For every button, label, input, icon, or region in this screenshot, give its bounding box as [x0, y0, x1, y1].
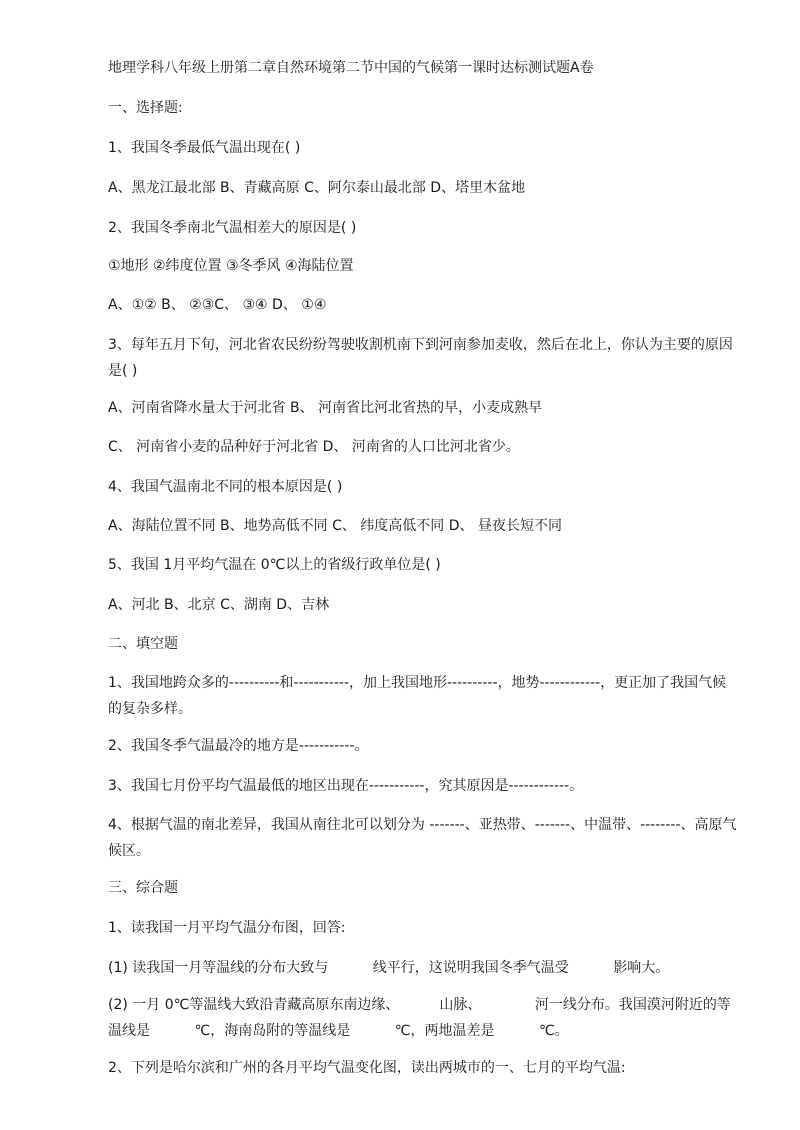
section-heading-fill: 二、填空题 [108, 636, 178, 652]
question-options: C、 河南省小麦的品种好于河北省 D、 河南省的人口比河北省少。 [108, 439, 520, 455]
section-heading-comprehensive: 三、综合题 [108, 880, 178, 896]
question-options: A、黑龙江最北部 B、青藏高原 C、阿尔泰山最北部 D、塔里木盆地 [108, 180, 526, 196]
question-stem: 2、我国冬季南北气温相差大的原因是( ) [108, 220, 357, 236]
comprehensive-question-stem: 2、下列是哈尔滨和广州的各月平均气温变化图，读出两城市的一、七月的平均气温: [108, 1060, 626, 1076]
question-options: A、海陆位置不同 B、地势高低不同 C、 纬度高低不同 D、 昼夜长短不同 [108, 518, 562, 534]
fill-question: 1、我国地跨众多的----------和-----------，加上我国地形----------，地势------------，更正加了我国气候的复杂多样。 [108, 675, 727, 717]
fill-question: 3、我国七月份平均气温最低的地区出现在-----------，究其原因是------------。 [108, 778, 584, 794]
section-heading-choice: 一、选择题: [108, 100, 183, 116]
question-stem: 1、我国冬季最低气温出现在( ) [108, 140, 301, 156]
comprehensive-subquestion: (2) 一月 0℃等温线大致沿青藏高原东南边缘、 山脉、 河一线分布。我国漠河附近的等温线是 ℃，海南岛附的等温线是 ℃，两地温差是 ℃。 [108, 997, 731, 1039]
question-factors: ①地形 ②纬度位置 ③冬季风 ④海陆位置 [108, 258, 354, 274]
question-stem: 5、我国 1月平均气温在 0℃以上的省级行政单位是( ) [108, 557, 441, 573]
comprehensive-subquestion: (1) 读我国一月等温线的分布大致与 线平行，这说明我国冬季气温受 影响大。 [108, 960, 670, 976]
question-options: A、①② B、 ②③C、 ③④ D、 ①④ [108, 297, 327, 313]
fill-question: 2、我国冬季气温最冷的地方是-----------。 [108, 738, 369, 754]
question-options: A、河北 B、北京 C、湖南 D、吉林 [108, 597, 330, 613]
question-stem: 4、我国气温南北不同的根本原因是( ) [108, 479, 343, 495]
fill-question: 4、根据气温的南北差异，我国从南往北可以划分为 -------、亚热带、-------、中温带、--------、高原气候区。 [108, 817, 737, 859]
question-options: A、河南省降水量大于河北省 B、 河南省比河北省热的早，小麦成熟早 [108, 400, 543, 416]
comprehensive-question-stem: 1、读我国一月平均气温分布图，回答: [108, 920, 346, 936]
question-stem: 3、每年五月下旬，河北省农民纷纷驾驶收割机南下到河南参加麦收，然后在北上，你认为主要的原因是( ) [108, 337, 733, 379]
page-title: 地理学科八年级上册第二章自然环境第二节中国的气候第一课时达标测试题A卷 [108, 60, 594, 76]
